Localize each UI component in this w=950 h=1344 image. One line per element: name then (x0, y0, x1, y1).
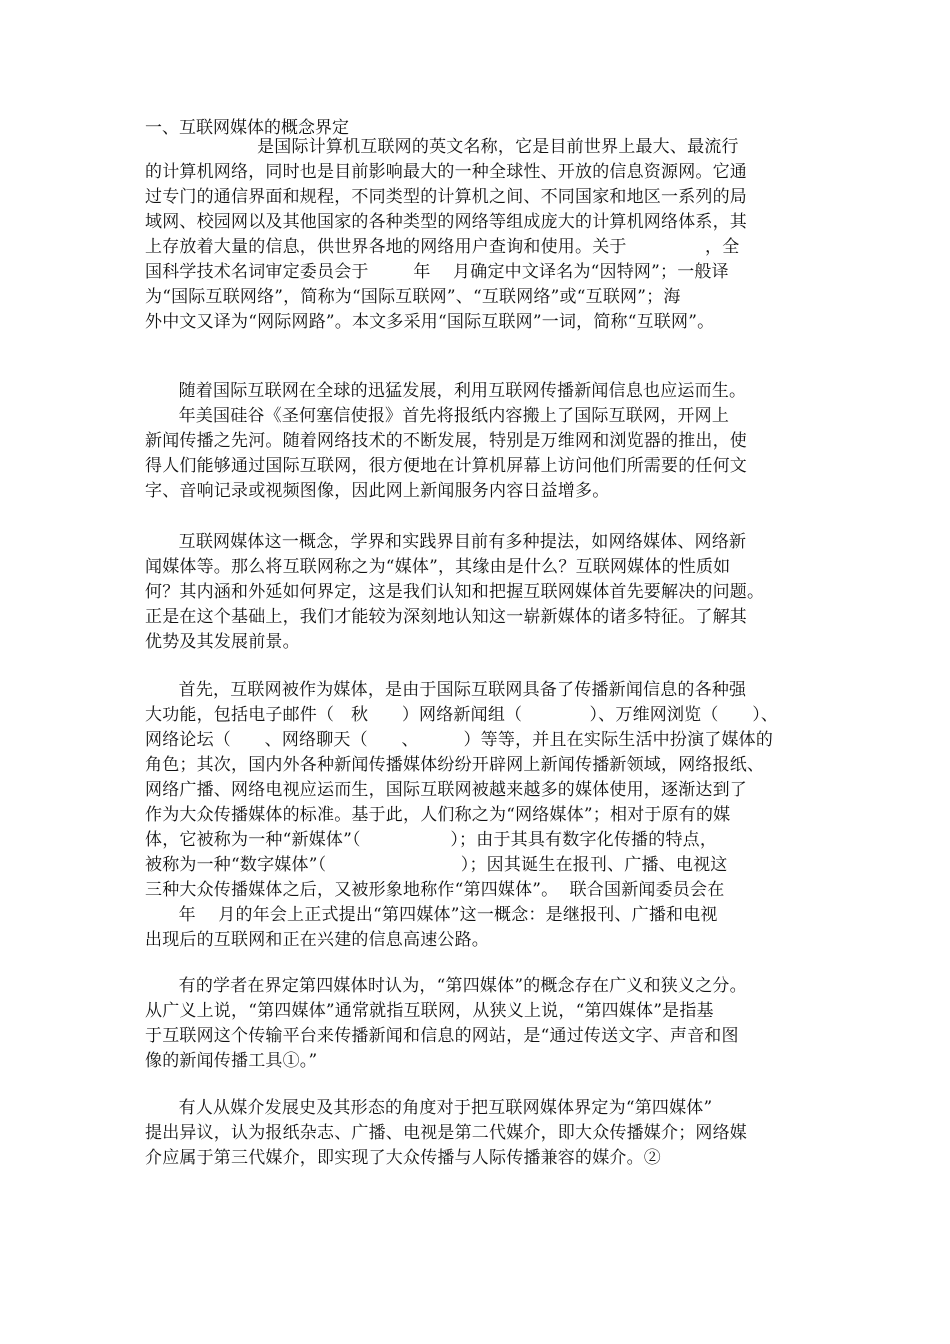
text-line: 大功能，包括电子邮件（ 秋 ）网络新闻组（ ）、万维网浏览（ ）、 (145, 705, 779, 725)
text-line: 上存放着大量的信息，供世界各地的网络用户查询和使用。关于 ，全 (145, 237, 740, 257)
text-line: 随着国际互联网在全球的迅猛发展，利用互联网传播新闻信息也应运而生。 (145, 381, 747, 401)
text-line: 三种大众传播媒体之后，又被形象地称作“第四媒体”。 联合国新闻委员会在 (145, 880, 725, 900)
text-line: 有的学者在界定第四媒体时认为，“第四媒体”的概念存在广义和狭义之分。 (145, 976, 747, 996)
text-line: 像的新闻传播工具①。” (145, 1051, 318, 1071)
paragraph-fourth-media (145, 678, 825, 953)
text-line: 新闻传播之先河。随着网络技术的不断发展，特别是万维网和浏览器的推出，使 (145, 431, 747, 451)
text-line: 体，它被称为一种“新媒体”（ ）；由于其具有数字化传播的特点， (145, 830, 718, 850)
paragraph-internet-definition (145, 135, 825, 335)
text-line: 角色；其次，国内外各种新闻传播媒体纷纷开辟网上新闻传播新领域，网络报纸、 (145, 755, 765, 775)
text-line: 何？其内涵和外延如何界定，这是我们认知和把握互联网媒体首先要解决的问题。 (145, 582, 765, 602)
text-line: 闻媒体等。那么将互联网称之为“媒体”，其缘由是什么？互联网媒体的性质如 (145, 557, 731, 577)
paragraph-broad-narrow (145, 974, 825, 1074)
text-line: 正是在这个基础上，我们才能较为深刻地认知这一崭新媒体的诸多特征。了解其 (145, 607, 747, 627)
text-line: 网络论坛（ 、网络聊天（ 、 ）等等，并且在实际生活中扮演了媒体的 (145, 730, 774, 750)
text-line: 的计算机网络，同时也是目前影响最大的一种全球性、开放的信息资源网。它通 (145, 162, 747, 182)
text-line: 年 月的年会上正式提出“第四媒体”这一概念：是继报刊、广播和电视 (145, 905, 718, 925)
text-line: 域网、校园网以及其他国家的各种类型的网络等组成庞大的计算机网络体系，其 (145, 212, 747, 232)
text-line: 从广义上说，“第四媒体”通常就指互联网，从狭义上说，“第四媒体”是指基 (145, 1001, 714, 1021)
text-line: 年美国硅谷《圣何塞信使报》首先将报纸内容搬上了国际互联网，开网上 (145, 406, 730, 426)
text-line: 提出异议，认为报纸杂志、广播、电视是第二代媒介，即大众传播媒介；网络媒 (145, 1123, 747, 1143)
text-line: 被称为一种“数字媒体”（ ）；因其诞生在报刊、广播、电视这 (145, 855, 728, 875)
text-line: 互联网媒体这一概念，学界和实践界目前有多种提法，如网络媒体、网络新 (145, 532, 747, 552)
paragraph-third-generation (145, 1096, 825, 1171)
text-line: 作为大众传播媒体的标准。基于此，人们称之为“网络媒体”；相对于原有的媒 (145, 805, 731, 825)
text-line: 于互联网这个传输平台来传播新闻和信息的网站，是“通过传送文字、声音和图 (145, 1026, 739, 1046)
paragraph-media-concept (145, 530, 825, 655)
text-line: 字、音响记录或视频图像，因此网上新闻服务内容日益增多。 (145, 481, 610, 501)
text-line: 介应属于第三代媒介，即实现了大众传播与人际传播兼容的媒介。② (145, 1148, 661, 1168)
text-line: 外中文又译为“网际网路”。本文多采用“国际互联网”一词，简称“互联网”。 (145, 312, 715, 332)
text-line: 得人们能够通过国际互联网，很方便地在计算机屏幕上访问他们所需要的任何文 (145, 456, 747, 476)
text-line: 为“国际互联网络”，简称为“国际互联网”、“互联网络”或“互联网”；海 (145, 287, 681, 307)
text-line: 首先，互联网被作为媒体，是由于国际互联网具备了传播新闻信息的各种强 (145, 680, 747, 700)
text-line: 优势及其发展前景。 (145, 632, 300, 652)
paragraph-online-news-origin (145, 379, 825, 504)
text-line: 网络广播、网络电视应运而生，国际互联网被越来越多的媒体使用，逐渐达到了 (145, 780, 747, 800)
text-line: 过专门的通信界面和规程，不同类型的计算机之间、不同国家和地区一系列的局 (145, 187, 747, 207)
text-line: 是国际计算机互联网的英文名称，它是目前世界上最大、最流行 (145, 137, 739, 157)
text-line: 出现后的互联网和正在兴建的信息高速公路。 (145, 930, 489, 950)
text-line: 国科学技术名词审定委员会于 年 月确定中文译名为“因特网”；一般译 (145, 262, 729, 282)
text-line: 有人从媒介发展史及其形态的角度对于把互联网媒体界定为“第四媒体” (145, 1098, 713, 1118)
section-heading: 一、互联网媒体的概念界定 (145, 118, 349, 138)
